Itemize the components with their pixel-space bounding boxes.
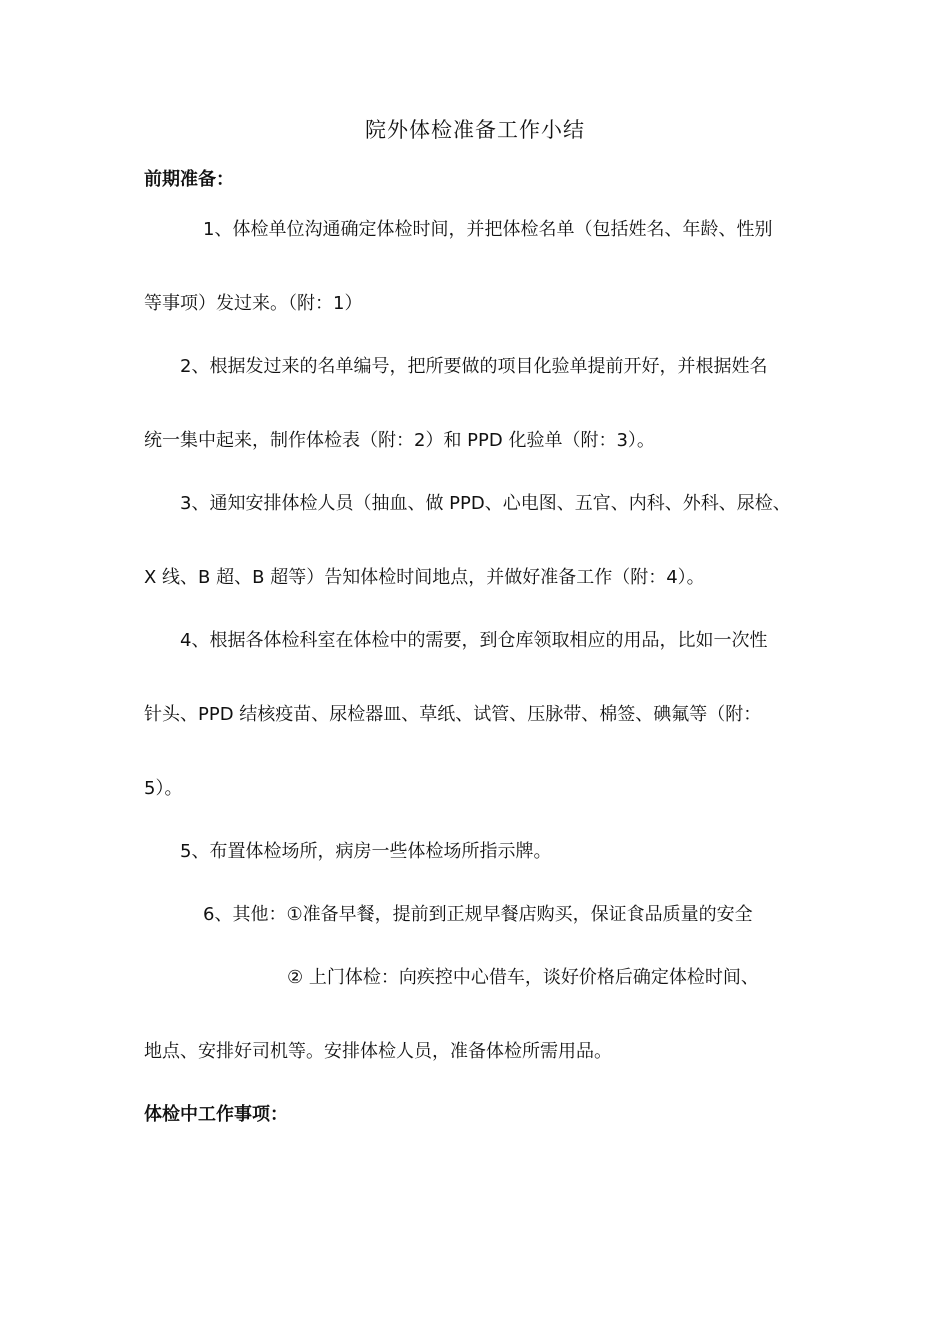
paragraph-line: 6、其他：①准备早餐，提前到正规早餐店购买，保证食品质量的安全: [203, 904, 753, 925]
document-title: 院外体检准备工作小结: [365, 118, 585, 142]
section-heading-during-exam: 体检中工作事项：: [144, 1104, 288, 1125]
paragraph-line: 3、通知安排体检人员（抽血、做 PPD、心电图、五官、内科、外科、尿检、: [180, 493, 791, 514]
paragraph-line: 4、根据各体检科室在体检中的需要，到仓库领取相应的用品，比如一次性: [180, 630, 768, 651]
paragraph-line: X 线、B 超、B 超等）告知体检时间地点，并做好准备工作（附：4）。: [144, 567, 705, 588]
paragraph-line: 5）。: [144, 778, 183, 799]
paragraph-line: 2、根据发过来的名单编号，把所要做的项目化验单提前开好，并根据姓名: [180, 356, 768, 377]
paragraph-line: ② 上门体检：向疾控中心借车，谈好价格后确定体检时间、: [287, 967, 759, 988]
section-heading-preparation: 前期准备：: [144, 169, 234, 190]
paragraph-line: 1、体检单位沟通确定体检时间，并把体检名单（包括姓名、年龄、性别: [203, 219, 773, 240]
paragraph-line: 等事项）发过来。（附：1）: [144, 293, 363, 314]
paragraph-line: 5、布置体检场所，病房一些体检场所指示牌。: [180, 841, 552, 862]
paragraph-line: 地点、安排好司机等。安排体检人员，准备体检所需用品。: [144, 1041, 612, 1062]
paragraph-line: 针头、PPD 结核疫苗、尿检器皿、草纸、试管、压脉带、棉签、碘氟等（附：: [144, 704, 762, 725]
paragraph-line: 统一集中起来，制作体检表（附：2）和 PPD 化验单（附：3）。: [144, 430, 655, 451]
